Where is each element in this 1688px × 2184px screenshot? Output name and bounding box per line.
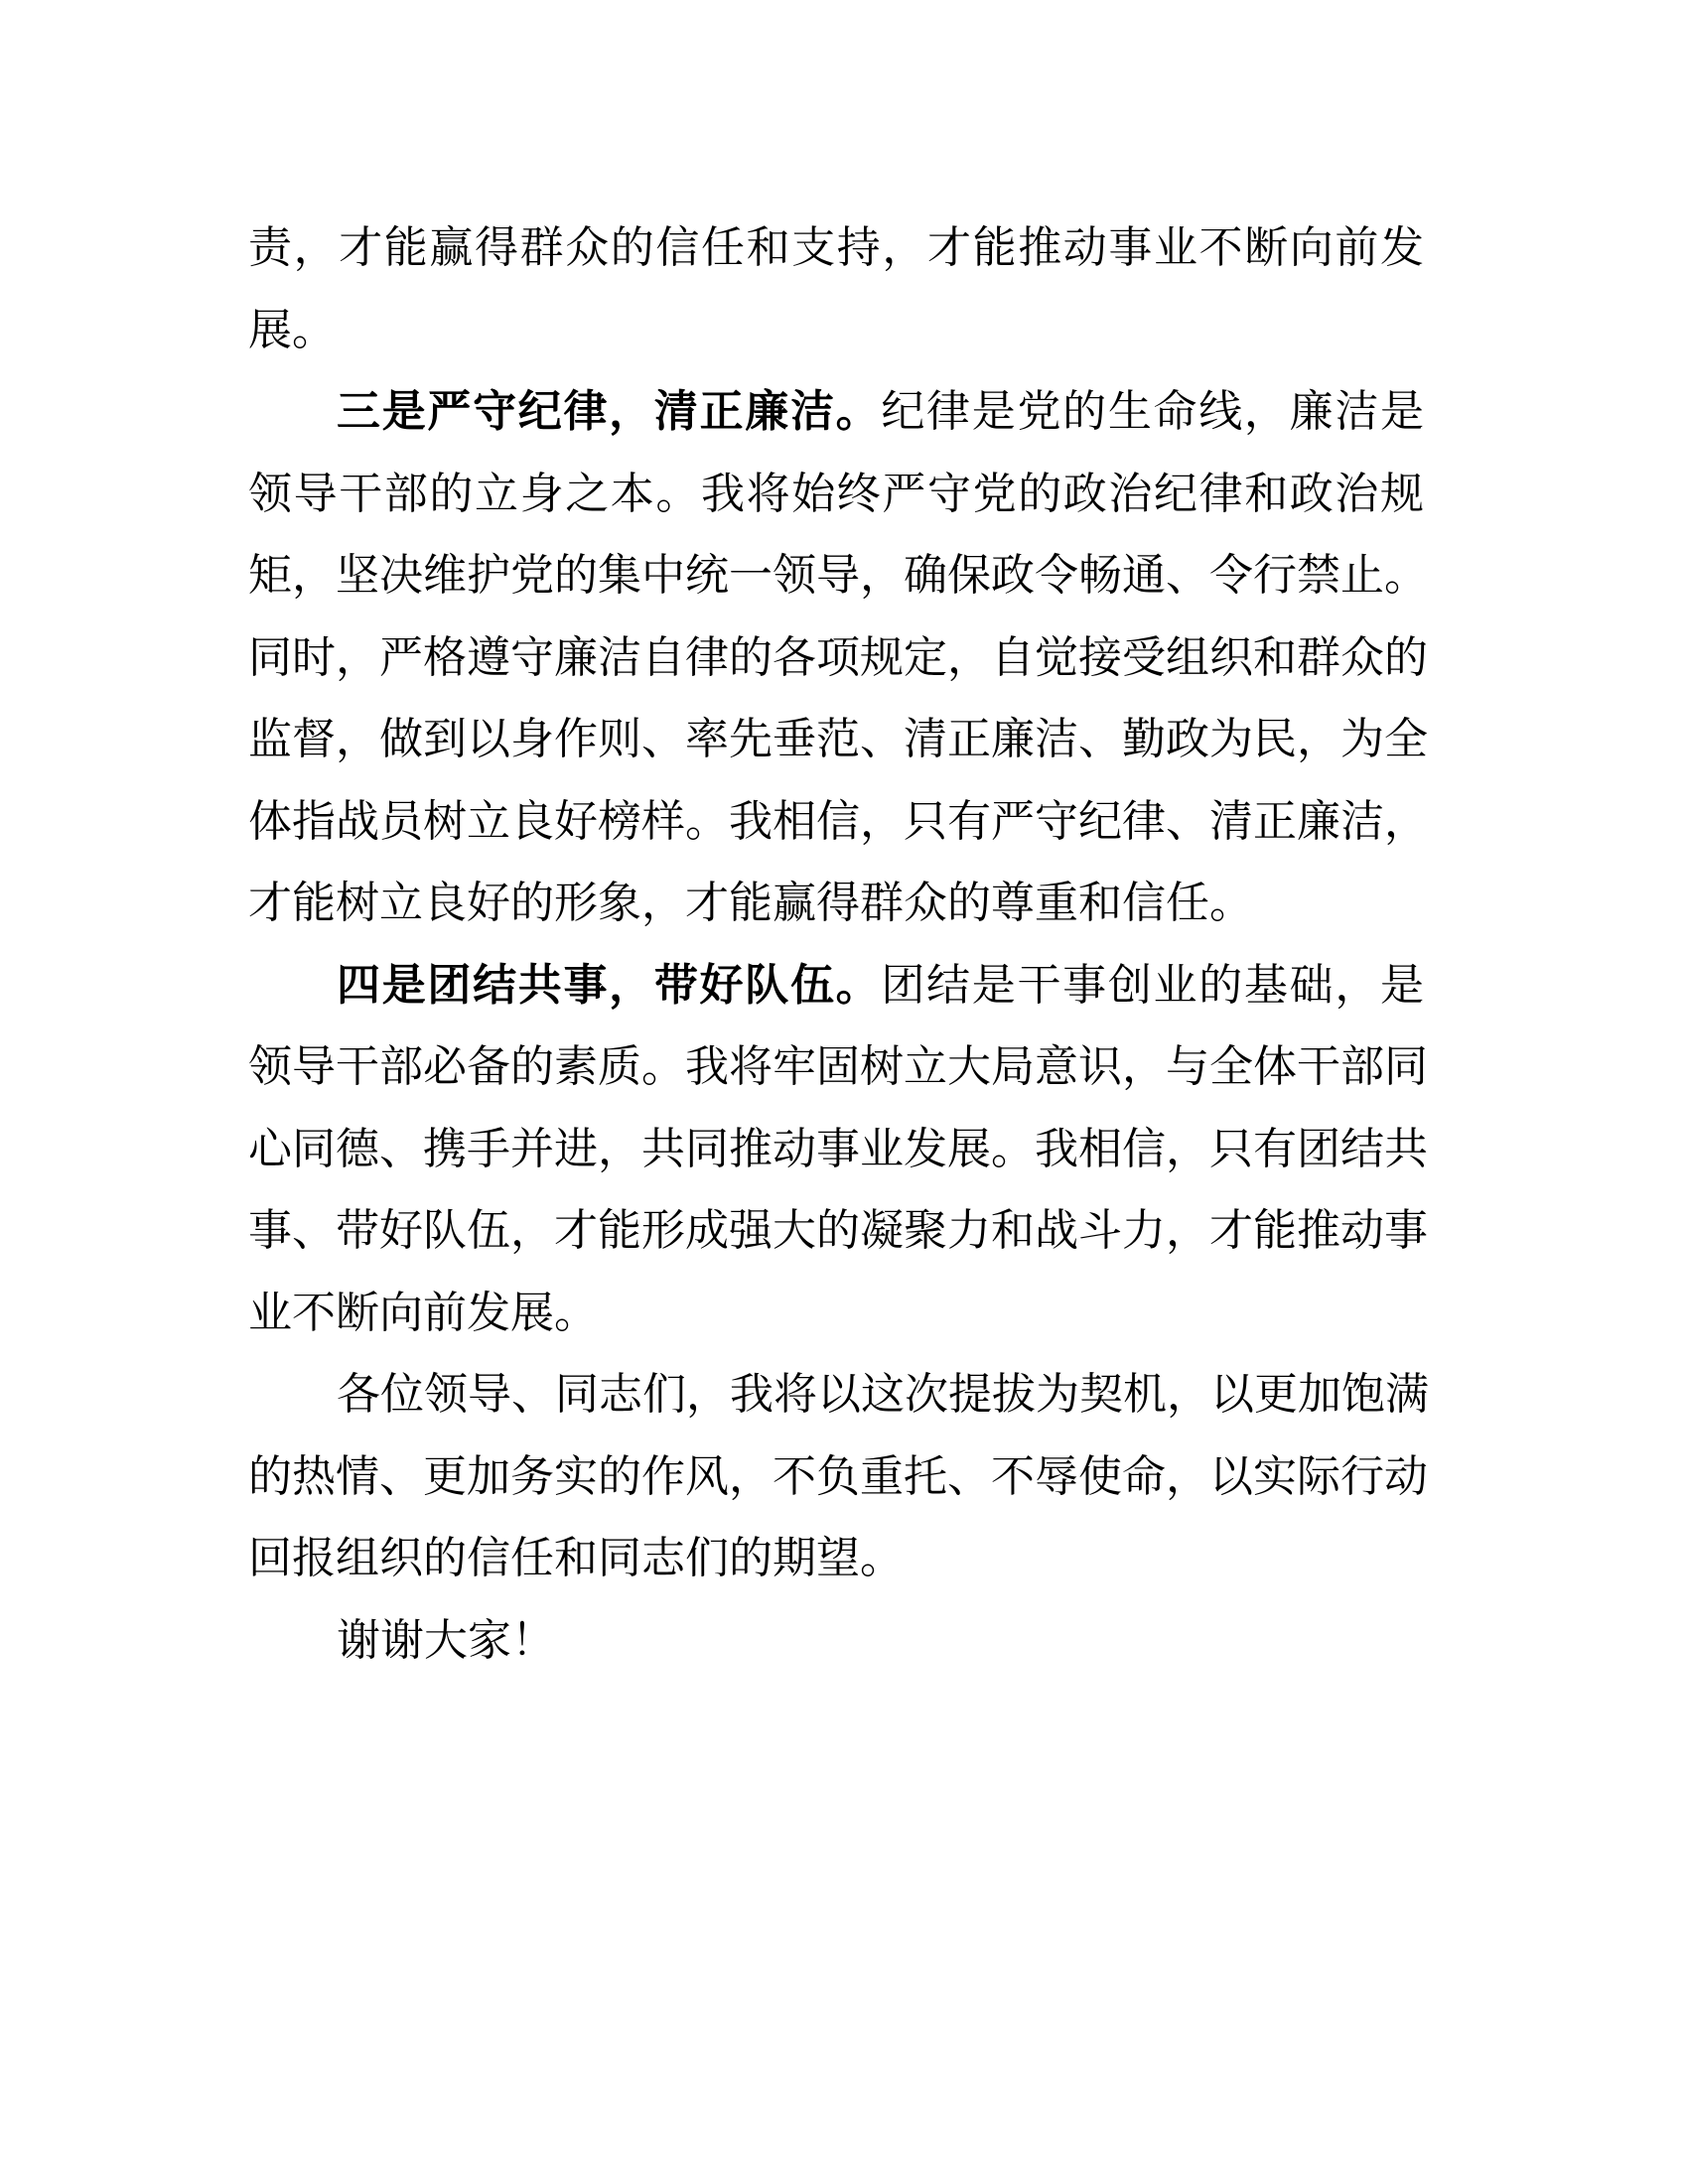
line-text: 的热情、更加务实的作风，不负重托、不辱使命，以实际行动 xyxy=(248,1450,1428,1502)
line-text: 事、带好队伍，才能形成强大的凝聚力和战斗力，才能推动事 xyxy=(248,1205,1428,1256)
line-text: 领导干部的立身之本。我将始终严守党的政治纪律和政治规 xyxy=(248,468,1424,519)
line-text: 谢谢大家！ xyxy=(337,1614,555,1666)
line-text: 同时，严格遵守廉洁自律的各项规定，自觉接受组织和群众的 xyxy=(248,631,1428,683)
line-text: 回报组织的信任和同志们的期望。 xyxy=(248,1533,904,1583)
document-body xyxy=(248,207,1429,1682)
paragraph-lead: 四是团结共事，带好队伍。 xyxy=(337,959,882,1011)
text-line xyxy=(248,1436,1428,1519)
text-line xyxy=(248,290,1424,372)
text-line xyxy=(248,454,1424,536)
line-text: 业不断向前发展。 xyxy=(248,1287,598,1338)
text-line xyxy=(248,945,1424,1027)
text-line xyxy=(248,1354,1429,1436)
line-text: 领导干部必备的素质。我将牢固树立大局意识，与全体干部同 xyxy=(248,1041,1428,1092)
text-line xyxy=(248,863,1424,945)
text-line xyxy=(248,1026,1428,1109)
text-line xyxy=(248,207,1424,290)
text-line xyxy=(248,781,1428,864)
text-line xyxy=(248,1109,1428,1191)
text-line xyxy=(248,1190,1428,1273)
text-line xyxy=(248,371,1424,454)
line-text: 心同德、携手并进，共同推动事业发展。我相信，只有团结共 xyxy=(248,1123,1428,1174)
text-line xyxy=(248,1273,1424,1355)
line-text: 责，才能赢得群众的信任和支持，才能推动事业不断向前发 xyxy=(248,222,1424,273)
line-text: 展。 xyxy=(248,304,336,355)
line-text: 团结是干事创业的基础，是 xyxy=(881,959,1425,1011)
line-text: 纪律是党的生命线，廉洁是 xyxy=(881,386,1425,437)
text-line xyxy=(248,699,1428,781)
text-line xyxy=(248,535,1428,617)
text-line xyxy=(248,1518,1424,1600)
line-text: 各位领导、同志们，我将以这次提拔为契机，以更加饱满 xyxy=(337,1369,1429,1420)
line-text: 体指战员树立良好榜样。我相信，只有严守纪律、清正廉洁， xyxy=(248,795,1428,847)
line-text: 才能树立良好的形象，才能赢得群众的尊重和信任。 xyxy=(248,878,1253,928)
text-line xyxy=(248,1600,1424,1683)
line-text: 监督，做到以身作则、率先垂范、清正廉洁、勤政为民，为全 xyxy=(248,714,1428,764)
paragraph-lead: 三是严守纪律，清正廉洁。 xyxy=(337,386,882,437)
text-line xyxy=(248,617,1428,700)
line-text: 矩，坚决维护党的集中统一领导，确保政令畅通、令行禁止。 xyxy=(248,550,1428,601)
